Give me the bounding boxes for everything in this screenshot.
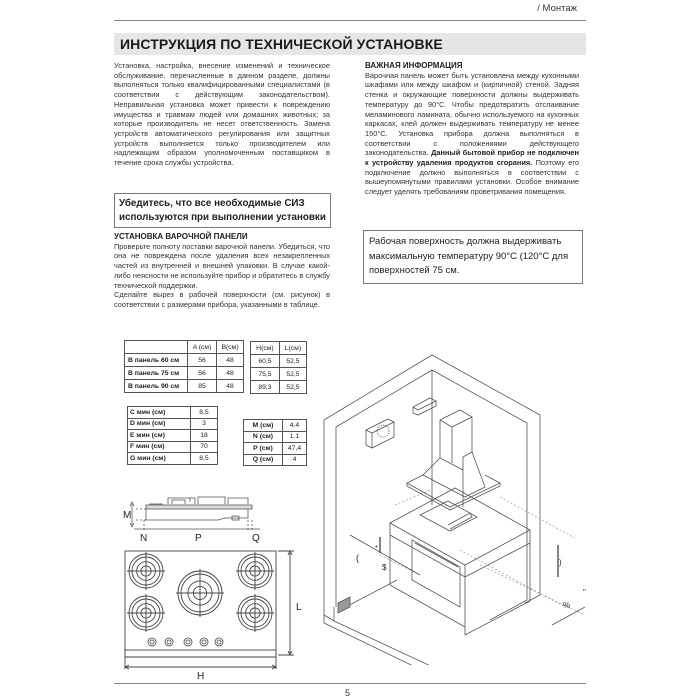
table-cell: 75,5 xyxy=(251,368,280,381)
table-cell: 52,5 xyxy=(279,368,306,381)
table-cell: F мин (см) xyxy=(128,441,191,453)
cutout-table xyxy=(124,340,244,393)
side-body xyxy=(146,509,248,520)
table-row xyxy=(251,381,307,394)
table-cell: 8,5 xyxy=(191,453,218,465)
p-label: P xyxy=(195,533,202,544)
table-header-cell: L(см) xyxy=(279,342,306,355)
table-row xyxy=(125,380,244,393)
kitchen-cabinet xyxy=(340,488,530,635)
title-bar xyxy=(114,33,586,55)
table-row xyxy=(128,418,218,430)
burner-icon xyxy=(236,552,274,590)
table-header-cell: A (см) xyxy=(188,341,217,354)
table-cell: 4.4 xyxy=(283,420,307,432)
wall-vent xyxy=(366,419,394,448)
min-clearance-table xyxy=(127,406,218,465)
table-cell: Q (см) xyxy=(244,454,283,466)
table-cell: G мин (см) xyxy=(128,453,191,465)
table-cell: В панель 60 см xyxy=(125,354,188,367)
n-label: N xyxy=(140,533,148,544)
burner-icon xyxy=(236,594,274,632)
table-cell: 60,5 xyxy=(251,355,280,368)
header-divider xyxy=(114,20,586,21)
table-cell: 48 xyxy=(217,380,244,393)
table-cell: D мин (см) xyxy=(128,418,191,430)
side-burners xyxy=(168,497,248,504)
mnpq-table xyxy=(243,419,307,466)
control-knob-icon xyxy=(148,638,156,646)
dim-label-star: * xyxy=(375,545,378,552)
hob-side-view-diagram xyxy=(110,490,290,550)
table-cell: 56 xyxy=(188,354,217,367)
table-cell: 8,5 xyxy=(191,407,218,419)
burner-icon xyxy=(176,569,224,617)
table-cell: 4 xyxy=(283,454,307,466)
install-section xyxy=(114,232,330,310)
l-label: L xyxy=(296,602,302,613)
table-cell: 1.1 xyxy=(283,431,307,443)
floor-edge xyxy=(324,607,432,665)
table-row xyxy=(128,453,218,465)
cooker-hood xyxy=(407,398,500,510)
table-row xyxy=(128,407,218,419)
table-row xyxy=(244,443,307,455)
burner-icon xyxy=(127,552,165,590)
table-header-cell xyxy=(125,341,188,354)
table-row xyxy=(244,454,307,466)
dim-label-quote: " xyxy=(583,588,586,597)
install-heading: УСТАНОВКА ВАРОЧНОЙ ПАНЕЛИ xyxy=(114,232,248,241)
table-cell: 52,5 xyxy=(279,381,306,394)
table-cell: 70 xyxy=(191,441,218,453)
q-label: Q xyxy=(252,533,260,544)
install-text: Проверьте полноту поставки варочной панели. Убедиться, что она не повреждена после удаления всех незакрепленных частей из внутренней и внешней упаковки. В случае какой-либо неясности не используйте прибор и обратитесь в службу технической поддержки. xyxy=(114,241,330,290)
page-title: ИНСТРУКЦИЯ ПО ТЕХНИЧЕСКОЙ УСТАНОВКЕ xyxy=(120,36,443,52)
important-text-2: Поэтому его подключение должно выполняться в соответствии с вышеупомянутыми правилами установки. Особое внимание следует уделять требованиям проветривания помещения. xyxy=(365,158,579,197)
table-cell: 85 xyxy=(188,380,217,393)
footer-divider xyxy=(114,683,586,684)
control-knob-icon xyxy=(184,638,192,646)
table-cell: 52,5 xyxy=(279,355,306,368)
dim-label-paren: ( xyxy=(356,553,359,563)
table-cell: 89,3 xyxy=(251,381,280,394)
temperature-notice-box: Рабочая поверхность должна выдерживать максимальную температуру 90°C (120°C для поверхностей 75 см. xyxy=(363,230,583,284)
intro-paragraph: Установка, настройка, внесение изменений и техническое обслуживание, перечисленные в данном разделе, должны выполняться только квалифицированными специалистами (в соответствии с действующим законодательством). Неправильная установка может привести к повреждению имущества и травмам людей или домашних животных; за которые производитель не несет ответственность. Замена устройств автоматического регулирования или защитных устройств выполняется только производителем или надлежащим образом уполномоченным поставщиком в течение срока службы устройства. xyxy=(114,61,330,168)
table-row xyxy=(244,431,307,443)
important-text: Варочная панель может быть установлена между кухонными шкафами или между шкафом и (кирпичной) стеной. Задняя стенка и окружающие поверхности должны выдерживать температуру до 90°C. Чтобы предотвратить отслаивание меламинового ламината, обычно используемого на кухонных каркасах, клей должен выдерживать температуру не менее 150°C. Установка прибора должна выполняться в соответствии с положениями действующего законодательства. xyxy=(365,70,579,158)
table-header-cell: H(см) xyxy=(251,342,280,355)
m-label: M xyxy=(123,510,132,521)
dim-label-dollar: $ xyxy=(382,563,387,572)
table-cell: 48 xyxy=(217,367,244,380)
section-label: / Монтаж xyxy=(537,3,577,14)
table-row xyxy=(244,420,307,432)
side-top-plate xyxy=(146,505,252,509)
ppe-notice-box: Убедитесь, что все необходимые СИЗ используются при выполнении установки xyxy=(114,193,331,228)
install-text-2: Сделайте вырез в рабочей поверхности (см. рисунок) в соответствии с размерами прибора, указанными в таблице. xyxy=(114,290,330,309)
table-cell: 56 xyxy=(188,367,217,380)
l-dimension-arrow xyxy=(278,551,294,655)
table-cell: P (см) xyxy=(244,443,283,455)
h-dimension-arrow xyxy=(125,665,276,669)
table-row xyxy=(251,368,307,381)
table-cell: 47,4 xyxy=(283,443,307,455)
size-table xyxy=(250,341,307,394)
hob-top-view-diagram xyxy=(110,545,310,685)
table-cell: C мин (см) xyxy=(128,407,191,419)
important-section xyxy=(365,61,579,197)
table-cell: 3 xyxy=(191,418,218,430)
table-cell: В панель 90 см xyxy=(125,380,188,393)
table-header-row xyxy=(251,342,307,355)
table-cell: В панель 75 см xyxy=(125,367,188,380)
table-cell: 48 xyxy=(217,354,244,367)
table-header-cell: B(см) xyxy=(217,341,244,354)
table-row xyxy=(125,354,244,367)
important-bold-text: Данный бытовой прибор не подключен к устройству удаления продуктов сгорания. xyxy=(365,148,579,168)
dim-label-pct: % xyxy=(563,601,571,610)
kitchen-installation-diagram xyxy=(320,345,595,665)
table-cell: M (см) xyxy=(244,420,283,432)
table-cell: 18 xyxy=(191,430,218,442)
table-cell: E мин (см) xyxy=(128,430,191,442)
floor-vent xyxy=(338,597,350,613)
dimension-lines xyxy=(350,490,585,615)
important-heading: ВАЖНАЯ ИНФОРМАЦИЯ xyxy=(365,61,463,70)
control-knob-icon xyxy=(165,638,173,646)
table-row xyxy=(128,441,218,453)
table-row xyxy=(128,430,218,442)
table-header-row xyxy=(125,341,244,354)
burner-icon xyxy=(127,594,165,632)
table-row xyxy=(251,355,307,368)
table-row xyxy=(125,367,244,380)
h-label: H xyxy=(197,671,205,682)
page-number: 5 xyxy=(345,688,351,698)
dim-label-close-paren: ) xyxy=(559,558,562,567)
control-knob-icon xyxy=(215,638,223,646)
table-cell: N (см) xyxy=(244,431,283,443)
control-knob-icon xyxy=(200,638,208,646)
